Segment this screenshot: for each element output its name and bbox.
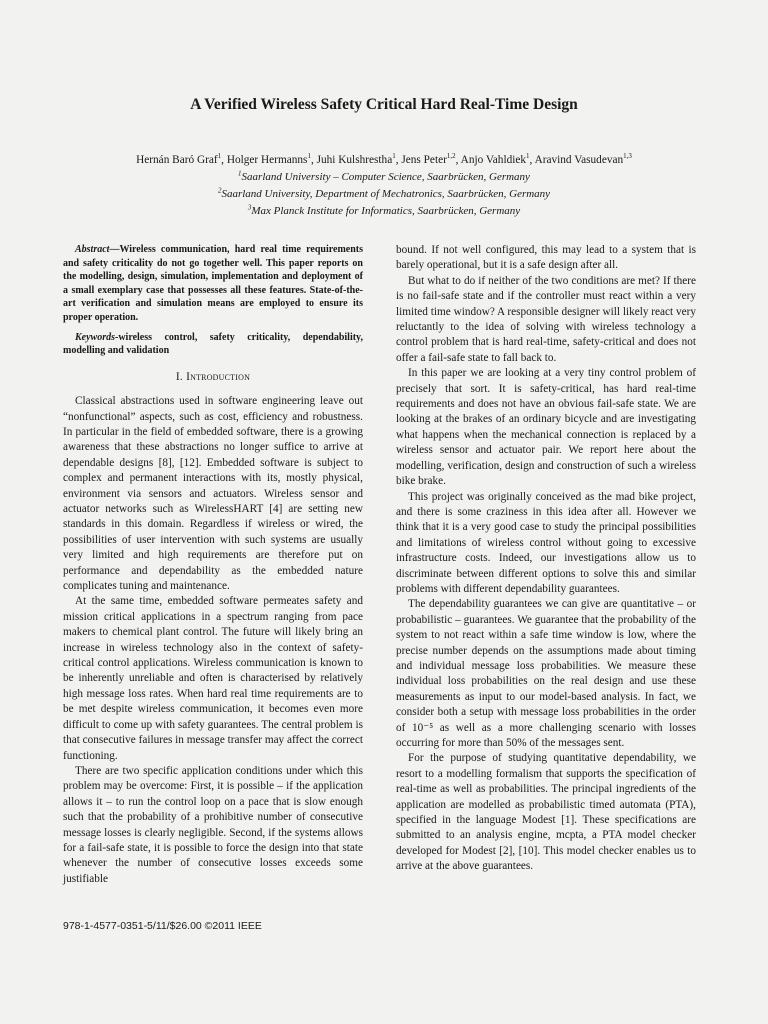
- paragraph: But what to do if neither of the two conditions are met? If there is no fail-safe state and if the controller must react within a very limited time window? A responsible designer will likely react very reluctantly to the idea of solving with wireless technology a control problem that is hard real-time, safety-critical and does not offer a fail-safe state to fall back to.: [396, 274, 696, 364]
- section-heading: I. Introduction: [175, 370, 251, 383]
- paragraph: This project was originally conceived as the mad bike project, and there is some craziness in this idea after all. However we think that it is a very good case to study the principal possibilities and limitations of wireless control without going to excessive infrastructure costs. Indeed, our investigations allow us to discriminate between different options to solve this and similar problems with different dependability guarantees.: [396, 490, 696, 595]
- right-column: [396, 243, 696, 875]
- copyright-footer: 978-1-4577-0351-5/11/$26.00 ©2011 IEEE: [63, 920, 262, 932]
- affiliation: $^1$Saarland University – Computer Science, Saarbrücken, Germany: [238, 169, 530, 183]
- paper-title: A Verified Wireless Safety Critical Hard Real-Time Design: [190, 96, 578, 113]
- author: Anjo Vahldiek: [460, 154, 527, 166]
- abstract: Abstract—Wireless communication, hard real time requirements and safety criticality do not go together well. This paper reports on the modelling, design, simulation, implementation and deployment of a small exemplary case that possesses all these features. State-of-the-art verification and simulation means are employed to ensure its proper operation.: [63, 244, 363, 323]
- author-list: Hernán Baró Graf$^1$, Holger Hermanns$^1$, Juhi Kulshrestha$^1$, Jens Peter$^{1,2}$, Anjo Vahldiek$^1$, Aravind Vasudevan$^{1,3}$: [136, 152, 632, 166]
- paragraph: There are two specific application conditions under which this problem may be overcome: First, it is possible – if the application allows it – to run the control loop on a pace that is slow enough such that the probability of a prohibitive number of consecutive message losses is clearly negligible. Second, if the systems allows for a fail-safe state, it is possible to force the design into that state whenever the number of consecutive losses exceeds some justifiable: [63, 764, 363, 885]
- keywords: Keywords-wireless control, safety criticality, dependability, modelling and validation: [63, 331, 363, 357]
- paragraph: In this paper we are looking at a very tiny control problem of precisely that sort. It is safety-critical, has hard real-time requirements and does not have an obvious fail-safe state. We are looking at the brakes of an ordinary bicycle and are investigating what happens when the mechanical connection is replaced by a wireless sensor and actuator pair. We report here about the modelling, verification, design and construction of such a wireless bike brake.: [396, 367, 696, 488]
- author: Aravind Vasudevan: [534, 154, 624, 166]
- author: Juhi Kulshrestha: [316, 154, 393, 166]
- paragraph: bound. If not well configured, this may lead to a system that is barely operational, but it is a safe design after all.: [396, 244, 696, 272]
- author: Hernán Baró Graf: [136, 154, 218, 166]
- paragraph: The dependability guarantees we can give are quantitative – or probabilistic – guarantees. We guarantee that the probability of the system to not react within a safe time window is low, where the precise number depends on the assumptions made about timing and individual message loss probabilities. We measure these individual loss probabilities on the real design and use these measurements as input to our model-based analysis. In fact, we consider both a setup with message loss probabilities in the order of 10⁻⁵ as well as a more challenging scenario with losses occurring for more than 50% of the messages sent.: [396, 598, 696, 749]
- affiliation: $^3$Max Planck Institute for Informatics, Saarbrücken, Germany: [247, 203, 521, 217]
- left-column: [63, 243, 363, 887]
- author: Jens Peter: [401, 154, 447, 166]
- paragraph: Classical abstractions used in software engineering leave out “nonfunctional” aspects, such as cost, efficiency and robustness. In particular in the field of embedded software, there is a growing awareness that these abstractions no longer suffice to arrive at dependable designs [8], [12]. Embedded software is subject to complex and permanent interactions with its, mostly physical, environment via sensors and actuators. Wireless sensor and actuator networks such as WirelessHART [4] are setting new standards in this domain. Regardless if wireless or wired, the possibilities of user intervention with such systems are usually very limited and high requirements are therefore put on performance and dependability as the embedded nature complicates tuning and maintenance.: [63, 395, 363, 593]
- paragraph: At the same time, embedded software permeates safety and mission critical applications in a spectrum ranging from pace makers to chemical plant control. The future will likely bring an increase in wireless technology also in the context of safety-critical control applications. Wireless communication is known to be inherently unreliable and often is characterised by relatively high message loss rates. When hard real time requirements are to be met despite wireless communication, it becomes even more difficult to come up with safety guarantees. The central problem is that consecutive failures in message transfer may affect the correct functioning.: [63, 595, 363, 762]
- affiliation: $^2$Saarland University, Department of Mechatronics, Saarbrücken, Germany: [217, 186, 551, 200]
- author: Holger Hermanns: [226, 154, 308, 166]
- paragraph: For the purpose of studying quantitative dependability, we resort to a modelling formalism that supports the specification of real-time as well as probabilities. The principal ingredients of the application are modelled as probabilistic timed automata (PTA), specified in the language Modest [1]. These specifications are submitted to an analysis engine, mcpta, a PTA model checker developed for Modest [2], [10]. This model checker enables us to arrive at the above guarantees.: [396, 752, 696, 873]
